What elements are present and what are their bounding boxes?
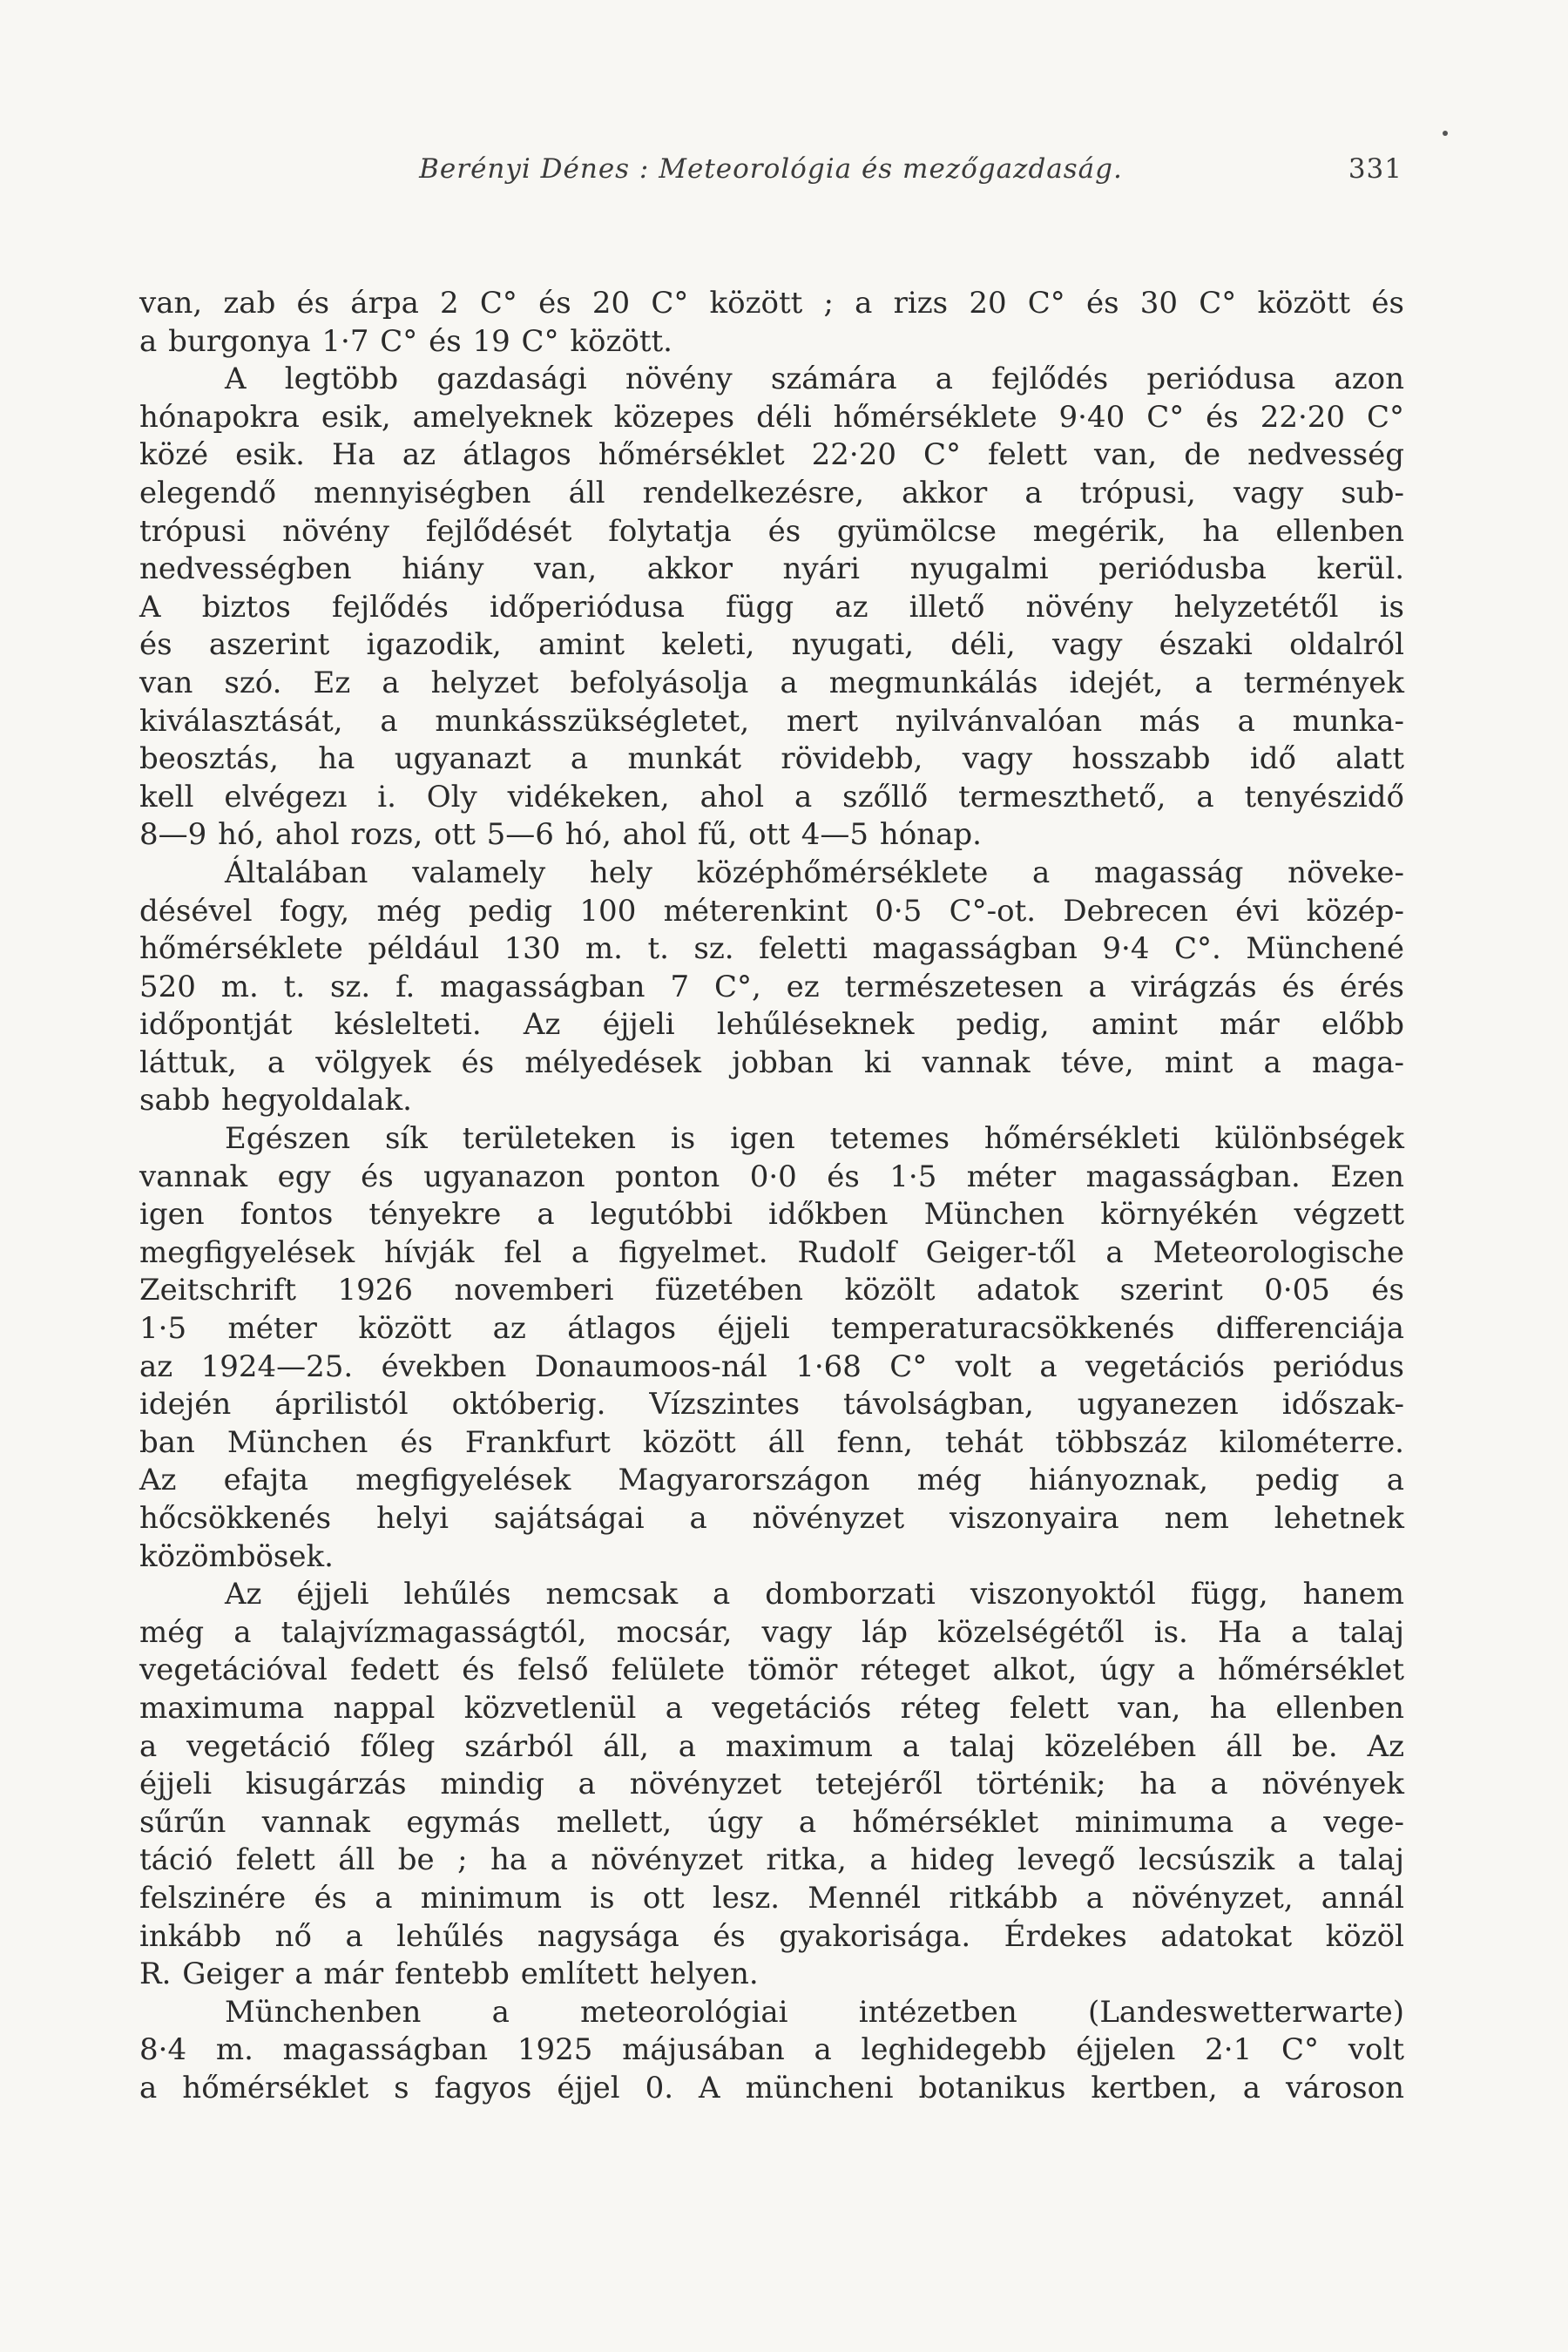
text-line: Az éjjeli lehűlés nemcsak a domborzati viszonyoktól függ, hanem <box>225 1577 1404 1612</box>
text-line: R. Geiger a már fentebb említett helyen. <box>139 1957 759 1992</box>
text-line: idején áprilistól októberig. Vízszintes távolságban, ugyanezen időszak- <box>139 1387 1404 1423</box>
text-line: igen fontos tényekre a legutóbbi időkben München környékén végzett <box>139 1197 1404 1233</box>
text-line: felszinére és a minimum is ott lesz. Mennél ritkább a növényzet, annál <box>139 1880 1404 1916</box>
text-line: hőcsökkenés helyi sajátságai a növényzet viszonyaira nem lehetnek <box>139 1501 1404 1536</box>
text-line: vannak egy és ugyanazon ponton 0·0 és 1·5 méter magasságban. Ezen <box>139 1159 1404 1194</box>
text-line: közé esik. Ha az átlagos hőmérséklet 22·20 C° felett van, de nedvesség <box>139 437 1404 473</box>
text-line: a burgonya 1·7 C° és 19 C° között. <box>139 323 672 359</box>
text-line: az 1924—25. években Donaumoos-nál 1·68 C° volt a vegetációs periódus <box>139 1348 1404 1384</box>
text-line: 520 m. t. sz. f. magasságban 7 C°, ez természetesen a virágzás és érés <box>139 969 1404 1004</box>
text-line: Általában valamely hely középhőmérséklete a magasság növeke- <box>225 855 1404 890</box>
text-line: nedvességben hiány van, akkor nyári nyugalmi periódusba kerül. <box>139 551 1404 587</box>
text-line: kell elvégezı i. Oly vidékeken, ahol a szőllő termeszthető, a tenyészidő <box>139 779 1404 814</box>
text-line: megfigyelések hívják fel a figyelmet. Rudolf Geiger-től a Meteorologische <box>139 1234 1404 1270</box>
text-line: láttuk, a völgyek és mélyedések jobban ki vannak téve, mint a maga- <box>139 1044 1404 1080</box>
text-line: van, zab és árpa 2 C° és 20 C° között ; a rizs 20 C° és 30 C° között és <box>139 286 1404 321</box>
text-line: ban München és Frankfurt között áll fenn, tehát többszáz kilométerre. <box>139 1424 1404 1460</box>
running-title: Berényi Dénes : Meteorológia és mezőgazdaság. <box>419 153 1123 185</box>
text-line: A legtöbb gazdasági növény számára a fejlődés periódusa azon <box>225 362 1404 397</box>
text-line: beosztás, ha ugyanazt a munkát rövidebb, vagy hosszabb idő alatt <box>139 741 1404 777</box>
text-line: a hőmérséklet s fagyos éjjel 0. A müncheni botanikus kertben, a városon <box>139 2070 1404 2105</box>
text-line: közömbösek. <box>139 1538 334 1574</box>
text-line: éjjeli kisugárzás mindig a növényzet tetejéről történik; ha a növények <box>139 1767 1404 1802</box>
text-line: kiválasztását, a munkásszükségletet, mert nyilvánvalóan más a munka- <box>139 703 1404 739</box>
text-line: A biztos fejlődés időperiódusa függ az illető növény helyzetétől is <box>139 589 1404 625</box>
text-line: van szó. Ez a helyzet befolyásolja a megmunkálás idejét, a termények <box>139 665 1404 700</box>
text-line: sabb hegyoldalak. <box>139 1083 412 1119</box>
text-line: 8—9 hó, ahol rozs, ott 5—6 hó, ahol fű, ott 4—5 hónap. <box>139 817 982 853</box>
text-line: 1·5 méter között az átlagos éjjeli temperaturacsökkenés differenciája <box>139 1311 1404 1347</box>
text-line: és aszerint igazodik, amint keleti, nyugati, déli, vagy északi oldalról <box>139 627 1404 663</box>
text-line: Az efajta megfigyelések Magyarországon még hiányoznak, pedig a <box>139 1463 1404 1498</box>
text-line: Zeitschrift 1926 novemberi füzetében közölt adatok szerint 0·05 és <box>139 1273 1404 1308</box>
text-line: inkább nő a lehűlés nagysága és gyakorisága. Érdekes adatokat közöl <box>139 1918 1404 1954</box>
text-line: 8·4 m. magasságban 1925 májusában a leghidegebb éjjelen 2·1 C° volt <box>139 2032 1404 2068</box>
text-line: désével fogy, még pedig 100 méterenkint 0·5 C°-ot. Debrecen évi közép- <box>139 893 1404 929</box>
printing-speck <box>1443 131 1448 136</box>
text-line: elegendő mennyiségben áll rendelkezésre, akkor a trópusi, vagy sub- <box>139 475 1404 510</box>
text-line: Egészen sík területeken is igen tetemes hőmérsékleti különbségek <box>225 1121 1404 1157</box>
text-line: vegetációval fedett és felső felülete tömör réteget alkot, úgy a hőmérséklet <box>139 1652 1404 1688</box>
text-line: sűrűn vannak egymás mellett, úgy a hőmérséklet minimuma a vege- <box>139 1804 1404 1840</box>
text-line: Münchenben a meteorológiai intézetben (Landeswetterwarte) <box>225 1994 1404 2030</box>
text-line: trópusi növény fejlődését folytatja és gyümölcse megérik, ha ellenben <box>139 513 1404 549</box>
text-line: maximuma nappal közvetlenül a vegetációs réteg felett van, ha ellenben <box>139 1690 1404 1726</box>
text-line: hónapokra esik, amelyeknek közepes déli hőmérséklete 9·40 C° és 22·20 C° <box>139 399 1404 435</box>
text-line: hőmérséklete például 130 m. t. sz. feletti magasságban 9·4 C°. Münchené <box>139 931 1404 967</box>
text-line: időpontját késlelteti. Az éjjeli lehűléseknek pedig, amint már előbb <box>139 1007 1404 1043</box>
text-line: a vegetáció főleg szárból áll, a maximum a talaj közelében áll be. Az <box>139 1728 1404 1764</box>
page-header <box>139 153 1402 192</box>
page-number: 331 <box>1348 153 1402 185</box>
text-line: még a talajvízmagasságtól, mocsár, vagy láp közelségétől is. Ha a talaj <box>139 1614 1404 1650</box>
text-line: táció felett áll be ; ha a növényzet ritka, a hideg levegő lecsúszik a talaj <box>139 1842 1404 1878</box>
body-text <box>139 285 1404 2108</box>
